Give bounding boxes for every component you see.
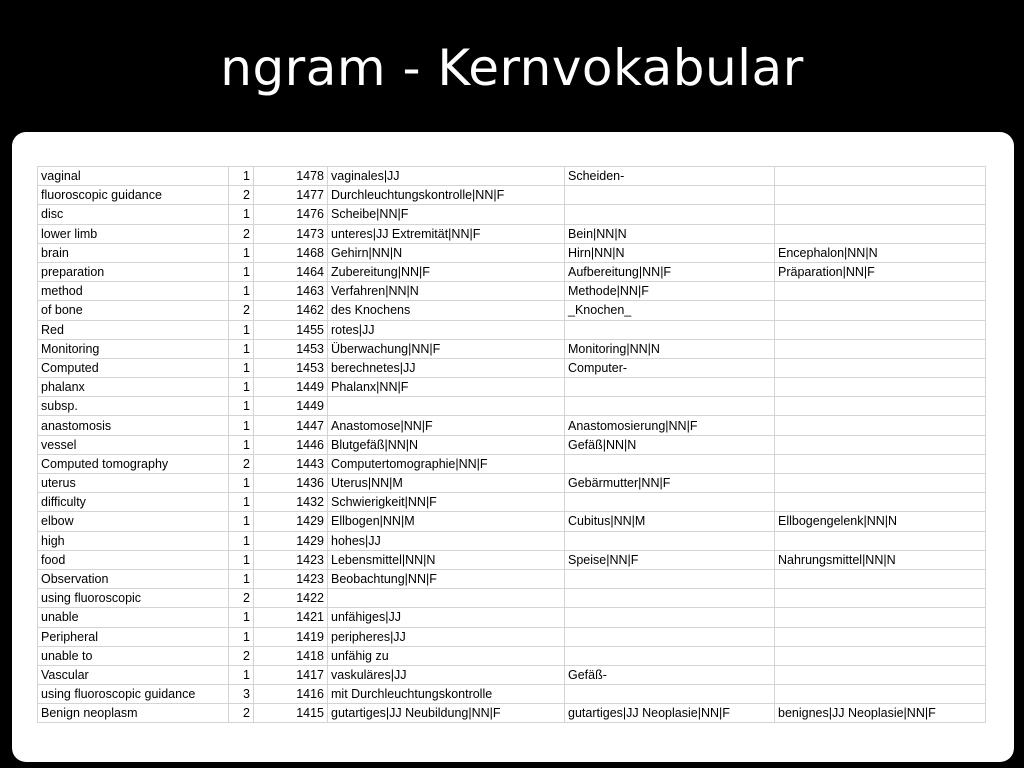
translation-3-cell: benignes|JJ Neoplasie|NN|F <box>775 704 986 723</box>
table-row <box>38 397 986 416</box>
ngram-length-cell: 1 <box>229 397 254 416</box>
translation-3-cell <box>775 454 986 473</box>
ngram-length-cell: 1 <box>229 550 254 569</box>
ngram-length-cell: 1 <box>229 416 254 435</box>
translation-3-cell <box>775 205 986 224</box>
source-term-cell: preparation <box>38 262 229 281</box>
table-row <box>38 435 986 454</box>
frequency-cell: 1476 <box>254 205 328 224</box>
ngram-length-cell: 2 <box>229 646 254 665</box>
source-term-cell: lower limb <box>38 224 229 243</box>
table-row <box>38 646 986 665</box>
table-row <box>38 493 986 512</box>
source-term-cell: vessel <box>38 435 229 454</box>
ngram-length-cell: 2 <box>229 589 254 608</box>
ngram-length-cell: 1 <box>229 358 254 377</box>
translation-3-cell <box>775 589 986 608</box>
translation-2-cell <box>565 320 775 339</box>
translation-1-cell: mit Durchleuchtungskontrolle <box>328 685 565 704</box>
translation-2-cell: Aufbereitung|NN|F <box>565 262 775 281</box>
table-row <box>38 282 986 301</box>
translation-2-cell: Speise|NN|F <box>565 550 775 569</box>
translation-3-cell <box>775 685 986 704</box>
translation-3-cell: Ellbogengelenk|NN|N <box>775 512 986 531</box>
table-row <box>38 665 986 684</box>
frequency-cell: 1436 <box>254 474 328 493</box>
translation-1-cell: Verfahren|NN|N <box>328 282 565 301</box>
ngram-length-cell: 1 <box>229 167 254 186</box>
frequency-cell: 1416 <box>254 685 328 704</box>
frequency-cell: 1453 <box>254 358 328 377</box>
frequency-cell: 1449 <box>254 378 328 397</box>
translation-2-cell <box>565 378 775 397</box>
translation-2-cell <box>565 608 775 627</box>
frequency-cell: 1462 <box>254 301 328 320</box>
translation-1-cell: unteres|JJ Extremität|NN|F <box>328 224 565 243</box>
frequency-cell: 1447 <box>254 416 328 435</box>
frequency-cell: 1429 <box>254 512 328 531</box>
table-row <box>38 454 986 473</box>
ngram-length-cell: 3 <box>229 685 254 704</box>
ngram-length-cell: 2 <box>229 224 254 243</box>
translation-2-cell: Gefäß|NN|N <box>565 435 775 454</box>
source-term-cell: difficulty <box>38 493 229 512</box>
translation-1-cell <box>328 589 565 608</box>
table-row <box>38 512 986 531</box>
ngram-length-cell: 1 <box>229 531 254 550</box>
ngram-length-cell: 2 <box>229 454 254 473</box>
content-panel <box>12 132 1014 762</box>
ngram-length-cell: 1 <box>229 339 254 358</box>
translation-2-cell <box>565 205 775 224</box>
source-term-cell: method <box>38 282 229 301</box>
translation-1-cell: Zubereitung|NN|F <box>328 262 565 281</box>
frequency-cell: 1423 <box>254 569 328 588</box>
translation-2-cell <box>565 186 775 205</box>
frequency-cell: 1422 <box>254 589 328 608</box>
translation-3-cell <box>775 186 986 205</box>
frequency-cell: 1421 <box>254 608 328 627</box>
ngram-length-cell: 1 <box>229 608 254 627</box>
translation-1-cell: gutartiges|JJ Neubildung|NN|F <box>328 704 565 723</box>
table-row <box>38 186 986 205</box>
translation-1-cell: berechnetes|JJ <box>328 358 565 377</box>
translation-3-cell <box>775 378 986 397</box>
table-row <box>38 531 986 550</box>
translation-3-cell <box>775 282 986 301</box>
translation-3-cell <box>775 358 986 377</box>
source-term-cell: phalanx <box>38 378 229 397</box>
translation-3-cell <box>775 646 986 665</box>
source-term-cell: Peripheral <box>38 627 229 646</box>
slide-title: ngram - Kernvokabular <box>220 39 804 97</box>
translation-2-cell <box>565 627 775 646</box>
table-row <box>38 416 986 435</box>
translation-1-cell: Schwierigkeit|NN|F <box>328 493 565 512</box>
translation-1-cell: Anastomose|NN|F <box>328 416 565 435</box>
frequency-cell: 1455 <box>254 320 328 339</box>
table-row <box>38 627 986 646</box>
translation-2-cell: Anastomosierung|NN|F <box>565 416 775 435</box>
table-row <box>38 301 986 320</box>
source-term-cell: unable <box>38 608 229 627</box>
source-term-cell: vaginal <box>38 167 229 186</box>
table-row <box>38 569 986 588</box>
translation-3-cell: Encephalon|NN|N <box>775 243 986 262</box>
source-term-cell: Computed tomography <box>38 454 229 473</box>
translation-2-cell: Cubitus|NN|M <box>565 512 775 531</box>
translation-3-cell <box>775 493 986 512</box>
vocabulary-table-body <box>38 167 986 723</box>
ngram-length-cell: 1 <box>229 243 254 262</box>
translation-2-cell: Monitoring|NN|N <box>565 339 775 358</box>
ngram-length-cell: 1 <box>229 512 254 531</box>
ngram-length-cell: 2 <box>229 186 254 205</box>
ngram-length-cell: 2 <box>229 301 254 320</box>
translation-1-cell: Überwachung|NN|F <box>328 339 565 358</box>
translation-3-cell <box>775 167 986 186</box>
source-term-cell: Observation <box>38 569 229 588</box>
table-row <box>38 224 986 243</box>
translation-1-cell: vaskuläres|JJ <box>328 665 565 684</box>
translation-1-cell: Phalanx|NN|F <box>328 378 565 397</box>
table-row <box>38 589 986 608</box>
table-row <box>38 358 986 377</box>
frequency-cell: 1463 <box>254 282 328 301</box>
table-row <box>38 262 986 281</box>
ngram-length-cell: 2 <box>229 704 254 723</box>
source-term-cell: Computed <box>38 358 229 377</box>
translation-1-cell: Durchleuchtungskontrolle|NN|F <box>328 186 565 205</box>
ngram-length-cell: 1 <box>229 493 254 512</box>
translation-1-cell: unfähiges|JJ <box>328 608 565 627</box>
translation-3-cell <box>775 416 986 435</box>
translation-2-cell <box>565 685 775 704</box>
translation-2-cell: Scheiden- <box>565 167 775 186</box>
table-row <box>38 608 986 627</box>
source-term-cell: elbow <box>38 512 229 531</box>
source-term-cell: using fluoroscopic <box>38 589 229 608</box>
translation-2-cell <box>565 569 775 588</box>
source-term-cell: disc <box>38 205 229 224</box>
source-term-cell: Red <box>38 320 229 339</box>
frequency-cell: 1477 <box>254 186 328 205</box>
translation-1-cell: unfähig zu <box>328 646 565 665</box>
source-term-cell: of bone <box>38 301 229 320</box>
ngram-length-cell: 1 <box>229 569 254 588</box>
translation-3-cell: Präparation|NN|F <box>775 262 986 281</box>
translation-1-cell: Scheibe|NN|F <box>328 205 565 224</box>
translation-1-cell: peripheres|JJ <box>328 627 565 646</box>
frequency-cell: 1443 <box>254 454 328 473</box>
translation-2-cell: Bein|NN|N <box>565 224 775 243</box>
frequency-cell: 1429 <box>254 531 328 550</box>
translation-1-cell: Gehirn|NN|N <box>328 243 565 262</box>
translation-2-cell: Gefäß- <box>565 665 775 684</box>
translation-3-cell <box>775 320 986 339</box>
source-term-cell: using fluoroscopic guidance <box>38 685 229 704</box>
translation-2-cell: Computer- <box>565 358 775 377</box>
translation-1-cell: vaginales|JJ <box>328 167 565 186</box>
translation-1-cell: Uterus|NN|M <box>328 474 565 493</box>
translation-2-cell: gutartiges|JJ Neoplasie|NN|F <box>565 704 775 723</box>
frequency-cell: 1464 <box>254 262 328 281</box>
source-term-cell: high <box>38 531 229 550</box>
translation-2-cell: Hirn|NN|N <box>565 243 775 262</box>
ngram-length-cell: 1 <box>229 282 254 301</box>
translation-2-cell <box>565 646 775 665</box>
translation-3-cell <box>775 339 986 358</box>
frequency-cell: 1423 <box>254 550 328 569</box>
translation-3-cell <box>775 608 986 627</box>
source-term-cell: food <box>38 550 229 569</box>
table-row <box>38 205 986 224</box>
table-row <box>38 339 986 358</box>
translation-3-cell <box>775 301 986 320</box>
translation-1-cell: rotes|JJ <box>328 320 565 339</box>
ngram-length-cell: 1 <box>229 205 254 224</box>
source-term-cell: fluoroscopic guidance <box>38 186 229 205</box>
translation-2-cell <box>565 531 775 550</box>
translation-2-cell <box>565 589 775 608</box>
source-term-cell: anastomosis <box>38 416 229 435</box>
ngram-length-cell: 1 <box>229 262 254 281</box>
translation-1-cell: Lebensmittel|NN|N <box>328 550 565 569</box>
frequency-cell: 1419 <box>254 627 328 646</box>
frequency-cell: 1473 <box>254 224 328 243</box>
translation-1-cell <box>328 397 565 416</box>
translation-2-cell: Gebärmutter|NN|F <box>565 474 775 493</box>
table-row <box>38 320 986 339</box>
frequency-cell: 1478 <box>254 167 328 186</box>
table-row <box>38 550 986 569</box>
translation-1-cell: des Knochens <box>328 301 565 320</box>
table-row <box>38 167 986 186</box>
ngram-length-cell: 1 <box>229 435 254 454</box>
table-row <box>38 704 986 723</box>
translation-1-cell: Beobachtung|NN|F <box>328 569 565 588</box>
ngram-length-cell: 1 <box>229 320 254 339</box>
translation-2-cell <box>565 454 775 473</box>
source-term-cell: uterus <box>38 474 229 493</box>
ngram-length-cell: 1 <box>229 627 254 646</box>
frequency-cell: 1415 <box>254 704 328 723</box>
translation-3-cell <box>775 397 986 416</box>
table-row <box>38 685 986 704</box>
translation-3-cell <box>775 435 986 454</box>
table-row <box>38 474 986 493</box>
frequency-cell: 1453 <box>254 339 328 358</box>
translation-3-cell: Nahrungsmittel|NN|N <box>775 550 986 569</box>
source-term-cell: unable to <box>38 646 229 665</box>
frequency-cell: 1468 <box>254 243 328 262</box>
table-row <box>38 378 986 397</box>
translation-3-cell <box>775 224 986 243</box>
translation-3-cell <box>775 531 986 550</box>
frequency-cell: 1446 <box>254 435 328 454</box>
translation-1-cell: Ellbogen|NN|M <box>328 512 565 531</box>
source-term-cell: brain <box>38 243 229 262</box>
translation-2-cell: _Knochen_ <box>565 301 775 320</box>
table-row <box>38 243 986 262</box>
translation-3-cell <box>775 569 986 588</box>
frequency-cell: 1432 <box>254 493 328 512</box>
source-term-cell: Benign neoplasm <box>38 704 229 723</box>
vocabulary-table <box>37 166 986 723</box>
ngram-length-cell: 1 <box>229 665 254 684</box>
ngram-length-cell: 1 <box>229 378 254 397</box>
source-term-cell: Monitoring <box>38 339 229 358</box>
source-term-cell: subsp. <box>38 397 229 416</box>
translation-1-cell: Blutgefäß|NN|N <box>328 435 565 454</box>
translation-2-cell: Methode|NN|F <box>565 282 775 301</box>
translation-3-cell <box>775 627 986 646</box>
frequency-cell: 1418 <box>254 646 328 665</box>
source-term-cell: Vascular <box>38 665 229 684</box>
translation-1-cell: Computertomographie|NN|F <box>328 454 565 473</box>
frequency-cell: 1449 <box>254 397 328 416</box>
translation-3-cell <box>775 474 986 493</box>
ngram-length-cell: 1 <box>229 474 254 493</box>
frequency-cell: 1417 <box>254 665 328 684</box>
translation-3-cell <box>775 665 986 684</box>
translation-1-cell: hohes|JJ <box>328 531 565 550</box>
translation-2-cell <box>565 397 775 416</box>
translation-2-cell <box>565 493 775 512</box>
